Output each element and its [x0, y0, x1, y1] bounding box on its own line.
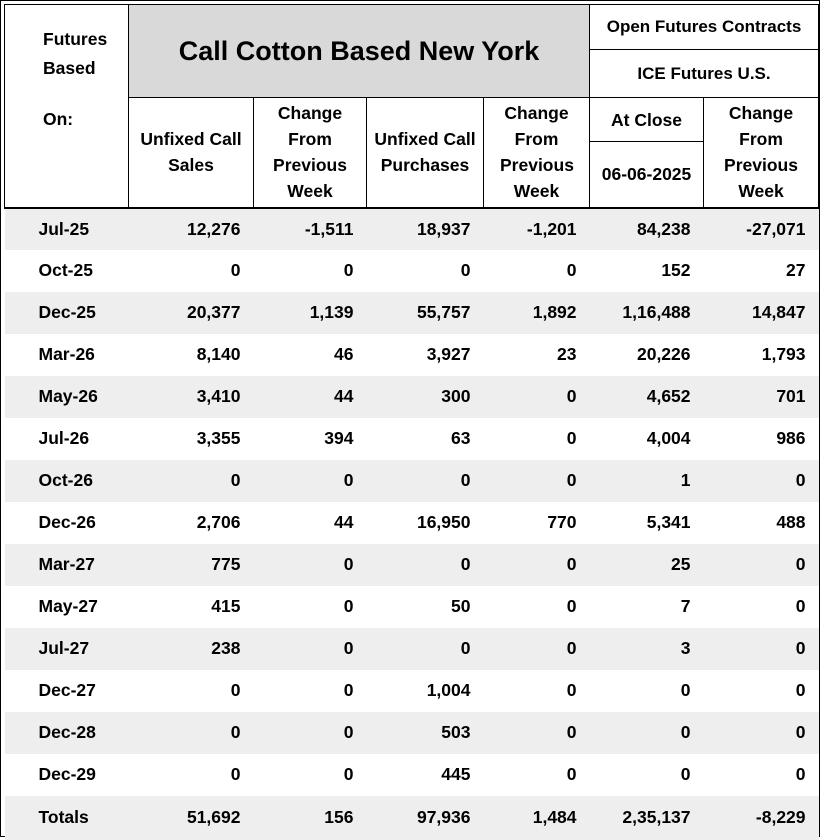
- unfixed-purchases-cell: 1,004: [426, 680, 471, 700]
- totals-row: [5, 796, 819, 840]
- table-row: [5, 754, 819, 796]
- unfixed-purchases-cell: 503: [367, 712, 484, 754]
- month-cell: Mar-26: [38, 344, 95, 364]
- open-interest-cell: 84,238: [590, 208, 704, 250]
- open-interest-cell: 1,16,488: [590, 292, 704, 334]
- open-interest-change-cell: 0: [704, 712, 819, 754]
- month-cell: Dec-25: [5, 292, 129, 334]
- unfixed-purchases-cell: 0: [460, 260, 471, 280]
- purchases-change-cell: 23: [557, 344, 577, 364]
- unfixed-purchases-cell: 97,936: [367, 796, 484, 840]
- table-row: [5, 544, 819, 586]
- open-interest-change-cell: 488: [776, 512, 806, 532]
- sales-change-cell: 0: [343, 260, 354, 280]
- col-change-purchases: Change From Previous Week: [484, 98, 590, 208]
- purchases-change-cell: 0: [566, 680, 577, 700]
- open-interest-change-cell: 14,847: [704, 292, 819, 334]
- open-interest-change-cell: 0: [795, 764, 806, 784]
- month-cell: Totals: [5, 796, 129, 840]
- month-cell: Jul-27: [5, 628, 129, 670]
- open-interest-cell: 25: [590, 544, 704, 586]
- open-interest-change-cell: 701: [704, 376, 819, 418]
- purchases-change-cell: 0: [484, 712, 590, 754]
- purchases-change-cell: 0: [566, 260, 577, 280]
- sales-change-cell: 0: [254, 712, 367, 754]
- unfixed-purchases-cell: 445: [441, 764, 471, 784]
- table-row: [5, 250, 819, 292]
- month-cell: Jul-25: [5, 208, 129, 250]
- col-date: 06-06-2025: [590, 142, 704, 208]
- purchases-change-cell: 0: [566, 596, 577, 616]
- table-row: [5, 334, 819, 376]
- open-interest-change-cell: 27: [786, 260, 806, 280]
- sales-change-cell: 0: [343, 764, 354, 784]
- unfixed-sales-cell: 0: [129, 712, 254, 754]
- open-interest-change-cell: 0: [704, 460, 819, 502]
- purchases-change-cell: 0: [484, 628, 590, 670]
- unfixed-purchases-cell: 63: [451, 428, 471, 448]
- open-futures-heading: Open Futures Contracts: [590, 5, 819, 50]
- unfixed-sales-cell: 0: [230, 680, 241, 700]
- open-interest-cell: 1: [590, 460, 704, 502]
- sales-change-cell: 46: [334, 344, 354, 364]
- sales-change-cell: 44: [254, 376, 367, 418]
- purchases-change-cell: 0: [566, 764, 577, 784]
- month-cell: Dec-28: [5, 712, 129, 754]
- open-interest-cell: 0: [680, 764, 691, 784]
- unfixed-sales-cell: 2,706: [196, 512, 241, 532]
- table-row: [5, 292, 819, 334]
- open-interest-cell: 5,341: [646, 512, 691, 532]
- open-interest-cell: 0: [590, 712, 704, 754]
- sales-change-cell: 1,139: [254, 292, 367, 334]
- unfixed-sales-cell: 238: [129, 628, 254, 670]
- unfixed-purchases-cell: 16,950: [416, 512, 471, 532]
- corner-line2: Based: [43, 58, 96, 78]
- open-interest-cell: 0: [680, 680, 691, 700]
- sales-change-cell: 0: [254, 544, 367, 586]
- open-interest-change-cell: 1,793: [761, 344, 806, 364]
- exchange-name: ICE Futures U.S.: [590, 50, 819, 98]
- purchases-change-cell: 770: [547, 512, 577, 532]
- open-interest-change-cell: 0: [795, 596, 806, 616]
- month-cell: Dec-29: [38, 764, 96, 784]
- unfixed-sales-cell: 51,692: [129, 796, 254, 840]
- table-row: [5, 502, 819, 544]
- table-row: [5, 460, 819, 502]
- open-interest-change-cell: 986: [776, 428, 806, 448]
- open-interest-change-cell: 0: [704, 628, 819, 670]
- purchases-change-cell: 0: [484, 460, 590, 502]
- open-interest-change-cell: 0: [704, 544, 819, 586]
- corner-line3: On:: [43, 109, 74, 129]
- col-unfixed-purchases: Unfixed Call Purchases: [367, 98, 484, 208]
- sales-change-cell: 0: [343, 680, 354, 700]
- sales-change-cell: 0: [254, 460, 367, 502]
- unfixed-sales-cell: 775: [129, 544, 254, 586]
- unfixed-sales-cell: 3,355: [196, 428, 241, 448]
- sales-change-cell: 156: [254, 796, 367, 840]
- table-row: [5, 628, 819, 670]
- purchases-change-cell: -1,201: [484, 208, 590, 250]
- month-cell: Dec-26: [38, 512, 96, 532]
- unfixed-purchases-cell: 50: [451, 596, 471, 616]
- purchases-change-cell: 1,892: [484, 292, 590, 334]
- open-interest-cell: 2,35,137: [590, 796, 704, 840]
- call-cotton-table: [4, 4, 819, 840]
- corner-line1: Futures: [43, 29, 108, 49]
- month-cell: May-27: [38, 596, 98, 616]
- open-interest-cell: 4,004: [646, 428, 691, 448]
- futures-based-on-header: [5, 5, 129, 208]
- open-interest-cell: 3: [590, 628, 704, 670]
- unfixed-sales-cell: 0: [230, 764, 241, 784]
- unfixed-sales-cell: 3,410: [129, 376, 254, 418]
- unfixed-purchases-cell: 3,927: [426, 344, 471, 364]
- unfixed-sales-cell: 8,140: [196, 344, 241, 364]
- month-cell: Jul-26: [38, 428, 90, 448]
- unfixed-purchases-cell: 0: [367, 544, 484, 586]
- month-cell: Oct-25: [38, 260, 93, 280]
- purchases-change-cell: 0: [484, 544, 590, 586]
- month-cell: May-26: [5, 376, 129, 418]
- open-interest-change-cell: -27,071: [704, 208, 819, 250]
- open-interest-change-cell: -8,229: [704, 796, 819, 840]
- sales-change-cell: 394: [324, 428, 354, 448]
- unfixed-sales-cell: 415: [211, 596, 241, 616]
- sales-change-cell: 44: [334, 512, 354, 532]
- col-change-sales: Change From Previous Week: [254, 98, 367, 208]
- unfixed-purchases-cell: 18,937: [367, 208, 484, 250]
- open-interest-cell: 20,226: [636, 344, 691, 364]
- open-interest-cell: 152: [661, 260, 691, 280]
- unfixed-purchases-cell: 0: [367, 628, 484, 670]
- month-cell: Mar-27: [5, 544, 129, 586]
- open-interest-cell: 4,652: [590, 376, 704, 418]
- unfixed-purchases-cell: 0: [367, 460, 484, 502]
- open-interest-cell: 7: [680, 596, 691, 616]
- col-change-oi: Change From Previous Week: [704, 98, 819, 208]
- page-title: Call Cotton Based New York: [129, 5, 590, 98]
- col-unfixed-sales: Unfixed Call Sales: [129, 98, 254, 208]
- sales-change-cell: 0: [254, 628, 367, 670]
- purchases-change-cell: 0: [484, 376, 590, 418]
- month-cell: Dec-27: [38, 680, 96, 700]
- unfixed-sales-cell: 12,276: [129, 208, 254, 250]
- table-row: [5, 670, 819, 712]
- sales-change-cell: 0: [343, 596, 354, 616]
- col-at-close: At Close: [590, 98, 704, 142]
- table-row: [5, 208, 819, 250]
- unfixed-sales-cell: 0: [230, 260, 241, 280]
- sales-change-cell: -1,511: [254, 208, 367, 250]
- unfixed-sales-cell: 0: [129, 460, 254, 502]
- table-row: [5, 712, 819, 754]
- open-interest-change-cell: 0: [795, 680, 806, 700]
- unfixed-purchases-cell: 300: [367, 376, 484, 418]
- unfixed-purchases-cell: 55,757: [367, 292, 484, 334]
- unfixed-sales-cell: 20,377: [129, 292, 254, 334]
- table-row: [5, 376, 819, 418]
- table-row: [5, 418, 819, 460]
- purchases-change-cell: 1,484: [484, 796, 590, 840]
- table-row: [5, 586, 819, 628]
- month-cell: Oct-26: [5, 460, 129, 502]
- purchases-change-cell: 0: [566, 428, 577, 448]
